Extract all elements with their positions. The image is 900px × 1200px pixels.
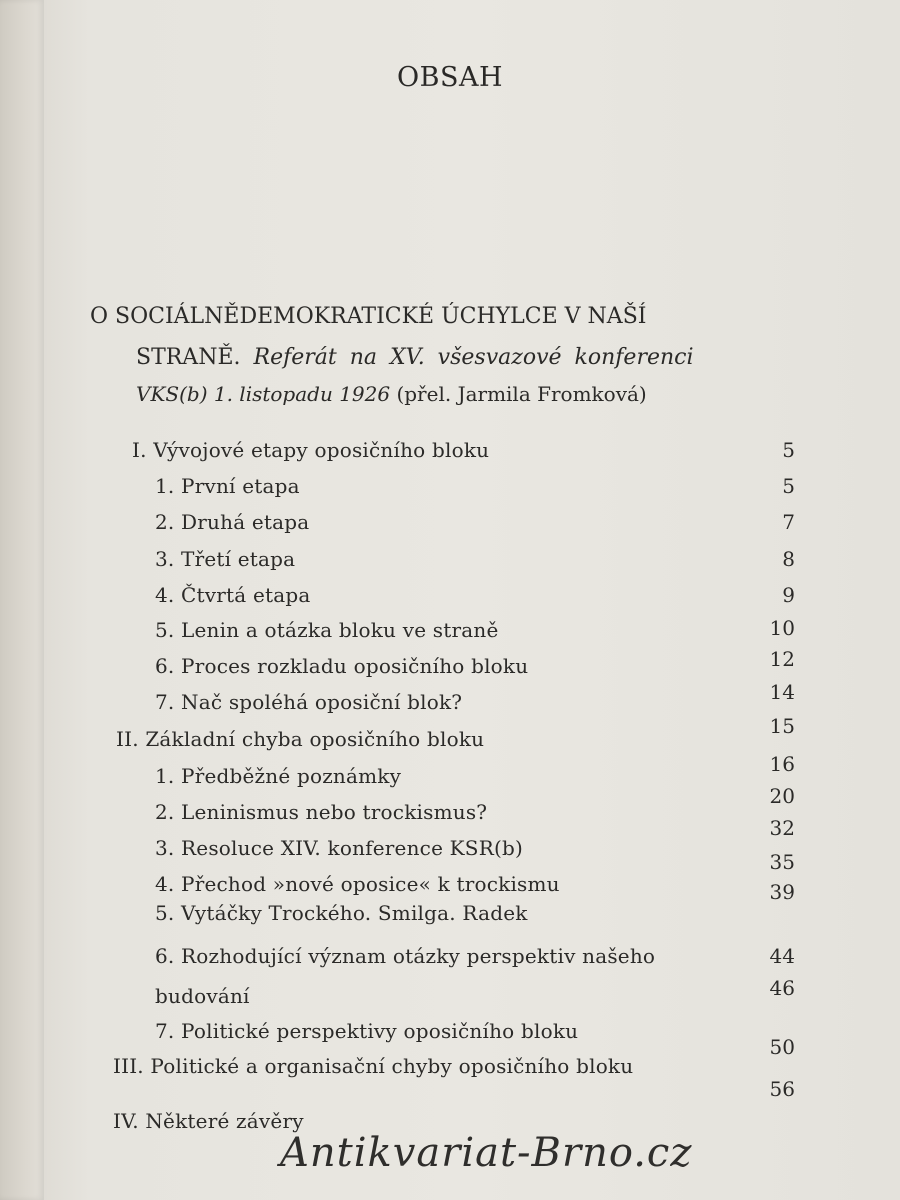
toc-entry-page: 7 [782, 510, 795, 534]
toc-entry-page: 16 [769, 752, 795, 776]
toc-entry-page: 46 [769, 976, 795, 1000]
heading-strane: STRANĚ. [136, 345, 241, 370]
toc-entry-page: 10 [769, 616, 795, 640]
toc-entry-text: 7. Nač spoléhá oposiční blok? [155, 690, 463, 714]
toc-entry-page: 20 [769, 784, 795, 808]
toc-entry-text: 6. Proces rozkladu oposičního bloku [155, 654, 529, 678]
watermark: Antikvariat-Brno.cz [280, 1130, 693, 1176]
toc-entry-text: 4. Přechod »nové oposice« k trockismu [155, 872, 560, 896]
toc-entry-text: 4. Čtvrtá etapa [155, 583, 311, 607]
toc-entry-text: 2. Leninismus nebo trockismus? [155, 800, 488, 824]
section-heading-line1: O SOCIÁLNĚDEMOKRATICKÉ ÚCHYLCE V NAŠÍ [90, 304, 647, 329]
section-heading-line2 [136, 345, 820, 370]
toc-entry-text: 1. Předběžné poznámky [155, 764, 402, 788]
toc-entry-page: 9 [782, 583, 795, 607]
toc-entry-text: 1. První etapa [155, 474, 300, 498]
toc-entry-page: 14 [769, 680, 795, 704]
toc-entry-text: 3. Třetí etapa [155, 547, 296, 571]
toc-entry-text: IV. Některé závěry [113, 1109, 304, 1133]
toc-entry-text: budování [155, 984, 250, 1008]
toc-entry-text: 5. Lenin a otázka bloku ve straně [155, 618, 499, 642]
toc-entry-page: 35 [769, 850, 795, 874]
toc-entry-text: I. Vývojové etapy oposičního bloku [132, 438, 490, 462]
book-spine-shadow [0, 0, 44, 1200]
toc-entry-page: 8 [782, 547, 795, 571]
heading-translator: (přel. Jarmila Fromková) [396, 382, 647, 406]
toc-entry-text: 2. Druhá etapa [155, 510, 310, 534]
toc-entry-text: 5. Vytáčky Trockého. Smilga. Radek [155, 901, 528, 925]
toc-entry-page: 50 [769, 1035, 795, 1059]
toc-entry-page: 5 [782, 438, 795, 462]
toc-entry-page: 56 [769, 1077, 795, 1101]
toc-entry-page: 39 [769, 880, 795, 904]
page-title: OBSAH [396, 62, 504, 93]
toc-entry-page: 44 [769, 944, 795, 968]
toc-entry-page: 5 [782, 474, 795, 498]
section-heading-line3 [136, 382, 820, 406]
toc-entry-text: III. Politické a organisační chyby oposičního bloku [113, 1054, 634, 1078]
toc-entry-text: 3. Resoluce XIV. konference KSR(b) [155, 836, 523, 860]
toc-entry-text: II. Základní chyba oposičního bloku [116, 727, 485, 751]
heading-date: VKS(b) 1. listopadu 1926 [136, 382, 391, 406]
toc-entry-page: 15 [769, 714, 795, 738]
toc-entry-page: 32 [769, 816, 795, 840]
toc-entry-text: 6. Rozhodující význam otázky perspektiv našeho [155, 944, 656, 968]
toc-entry-page: 12 [769, 647, 795, 671]
heading-referat: Referát na XV. všesvazové konferenci [253, 345, 694, 370]
toc-entry-text: 7. Politické perspektivy oposičního bloku [155, 1019, 579, 1043]
